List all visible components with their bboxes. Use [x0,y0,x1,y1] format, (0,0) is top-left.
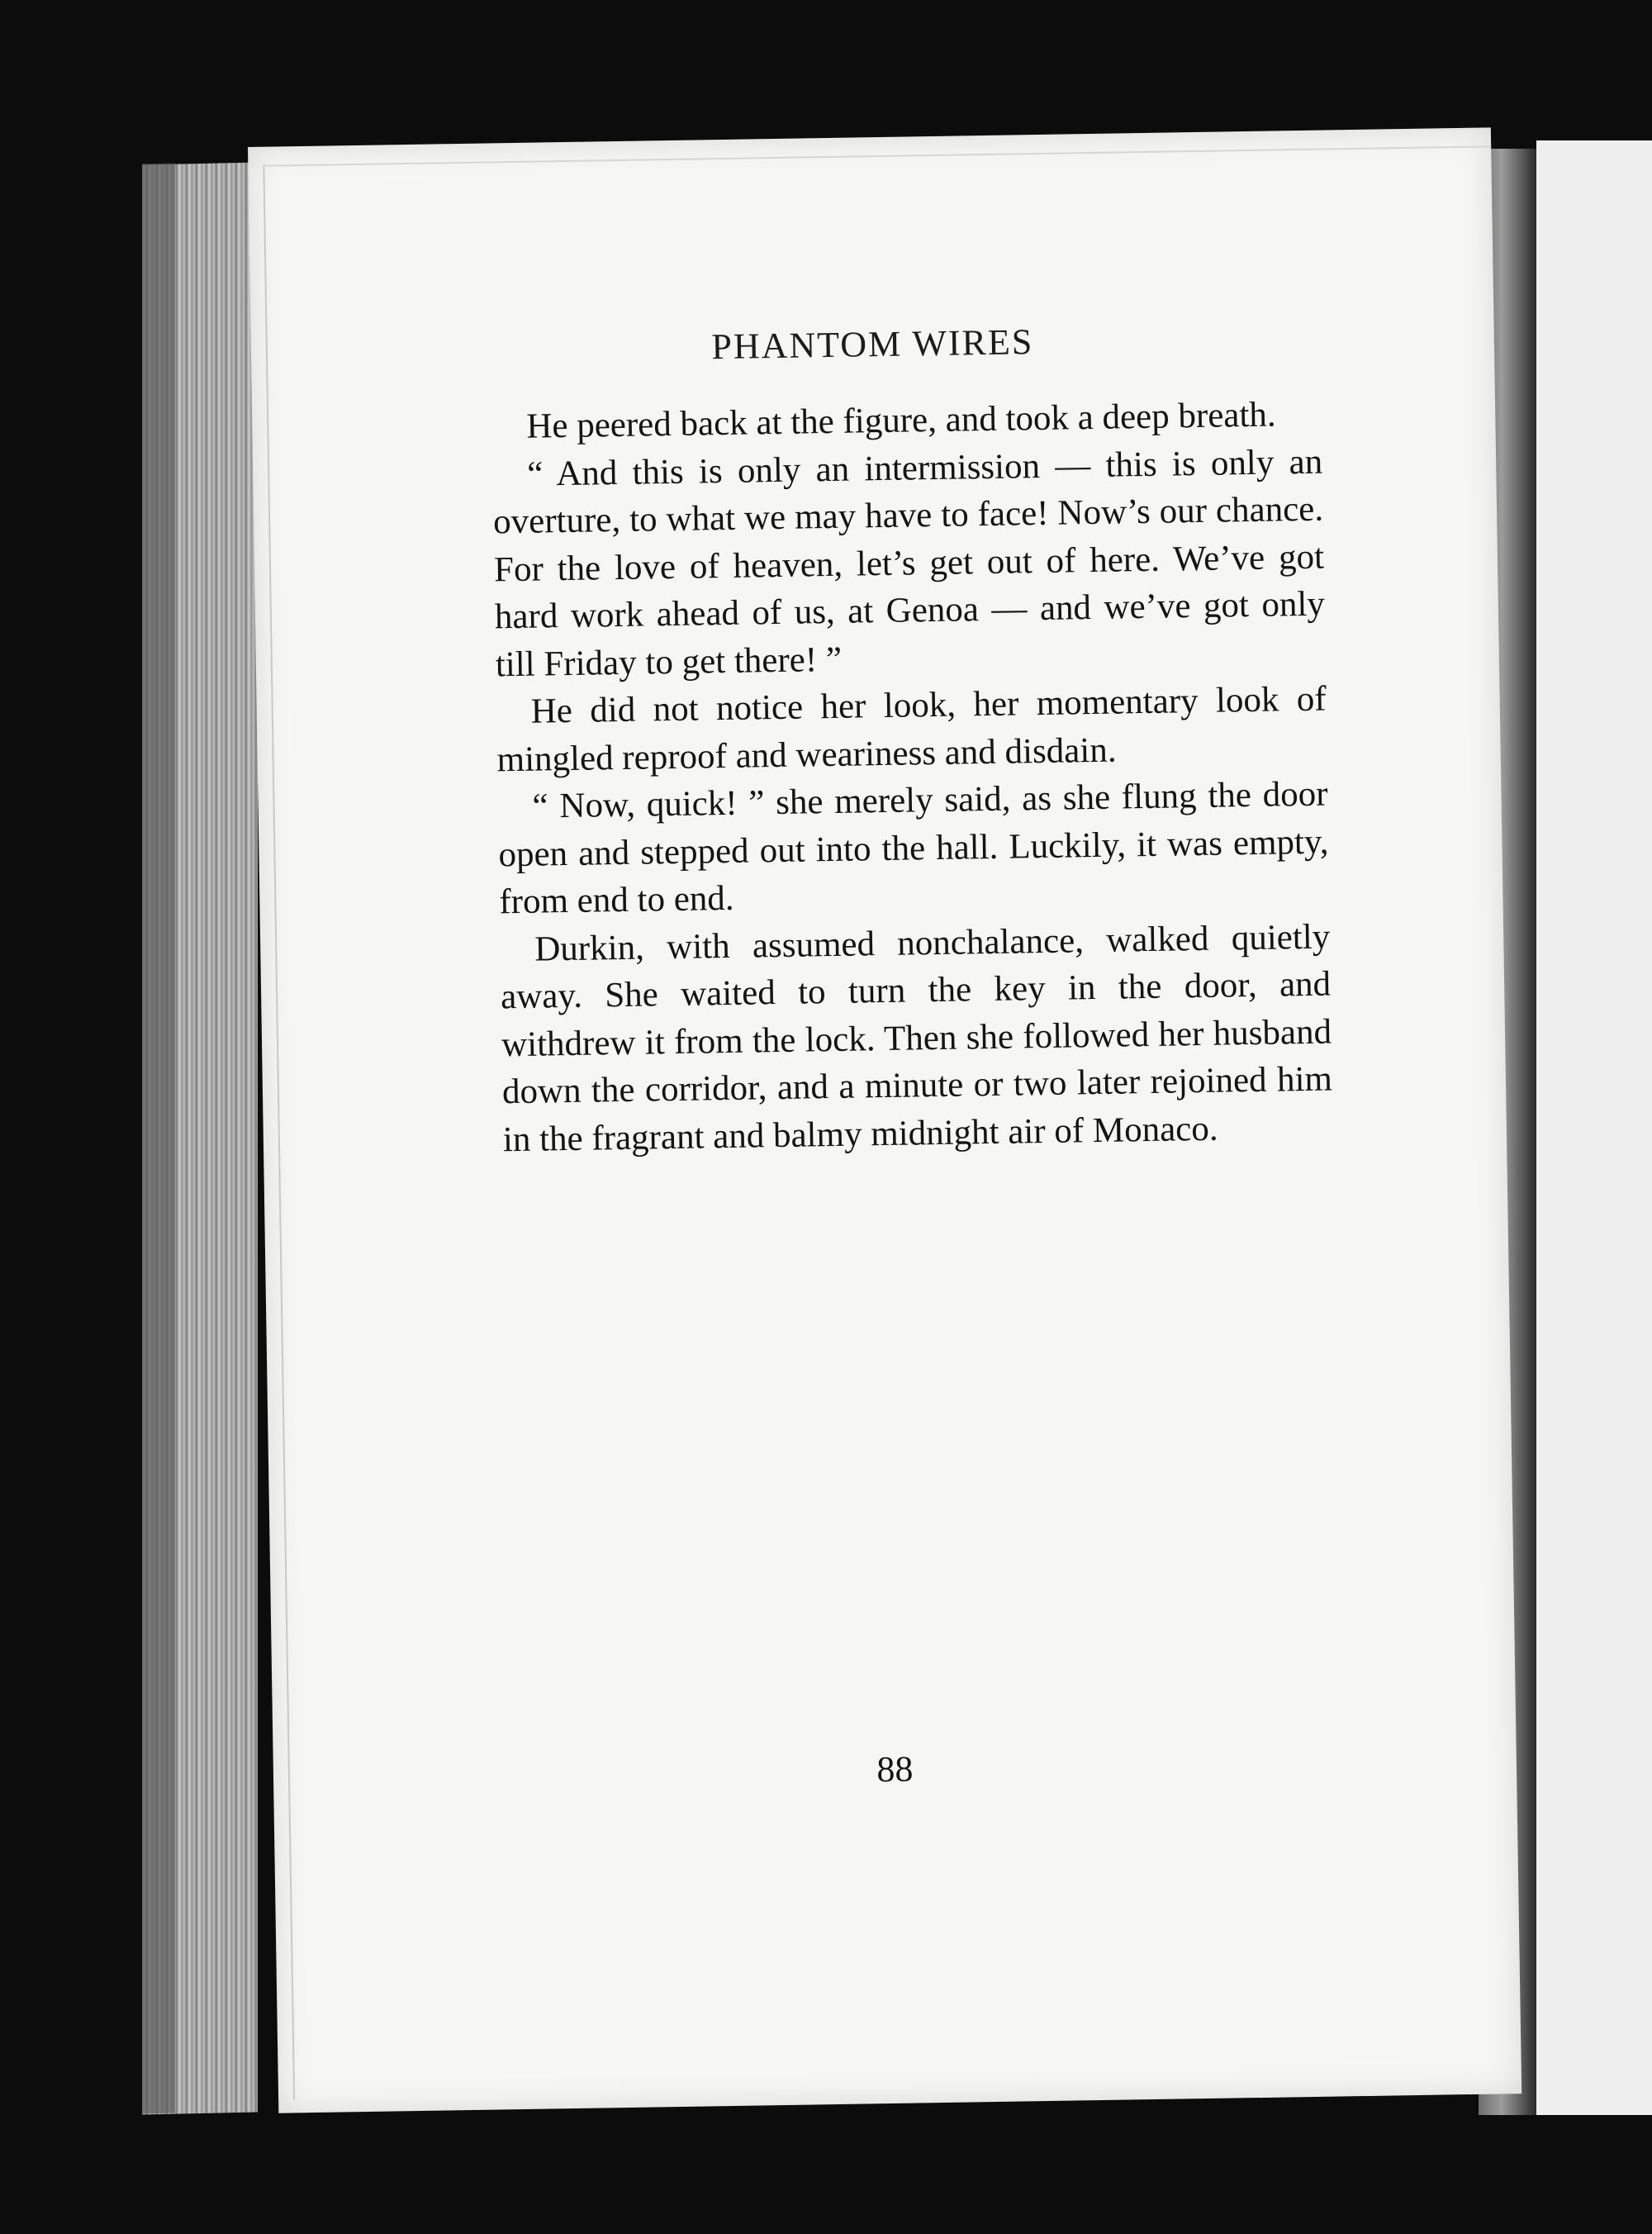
running-head: PHANTOM WIRES [711,321,1034,368]
facing-page [1536,140,1652,2115]
page-number: 88 [876,1748,914,1790]
page-edges-shadow [142,164,175,2114]
paragraph: He peered back at the figure, and took a deep breath. [525,395,1276,446]
paragraph: He did not notice her look, her momentary look of mingled reproof and weariness and disdain. [496,679,1327,779]
book-page [248,127,1521,2113]
paragraph: Durkin, with assumed nonchalance, walked quietly away. She waited to turn the key in the door, and withdrew it from the lock. Then she followed her husband down the corridor, and a minute or two later rejoined him in the fragrant and balmy midnight air of Monaco. [500,917,1333,1159]
body-text [491,391,1333,1164]
paragraph: “ And this is only an intermission — this is only an overture, to what we may have to face! Now’s our chance. For the love of heaven, let’s get out of here. We’ve got hard work ahead of us, at Genoa — and we’ve got only till Friday to get there! ” [492,442,1326,684]
paragraph: “ Now, quick! ” she merely said, as she flung the door open and stepped out into the hall. Luckily, it was empty, from end to end. [498,774,1329,922]
